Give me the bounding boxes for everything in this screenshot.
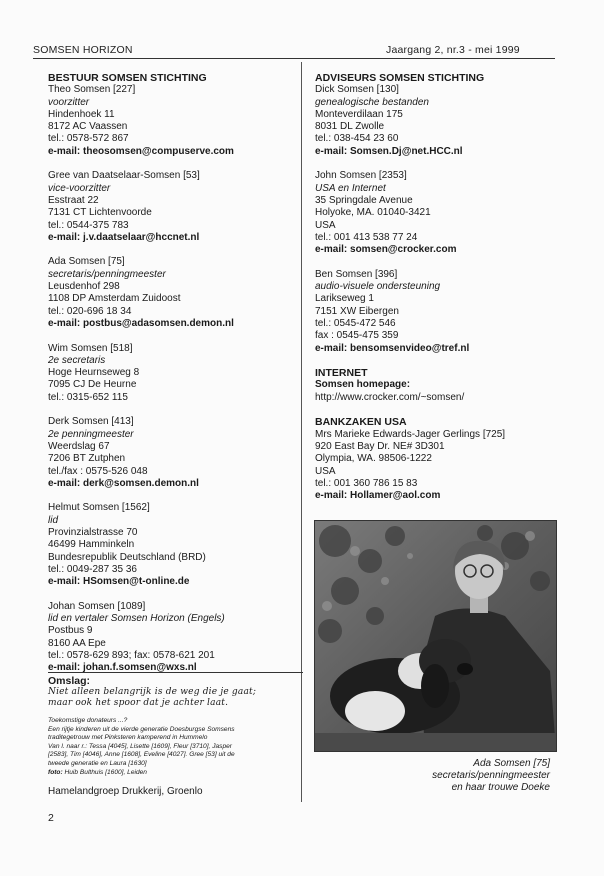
member-city: 46499 Hamminkeln — [48, 539, 135, 551]
advisor-country: USA — [315, 219, 336, 231]
member-email: e-mail: j.v.daatselaar@hccnet.nl — [48, 231, 200, 243]
advisor-ben — [315, 269, 560, 355]
member-country: Bundesrepublik Deutschland (BRD) — [48, 551, 206, 563]
member-phone: tel.: 0315-652 115 — [48, 391, 128, 403]
member-role: lid — [48, 514, 59, 526]
advisor-city: 8031 DL Zwolle — [315, 121, 385, 133]
member-role: secretaris/penningmeester — [48, 268, 166, 280]
advisor-street: 35 Springdale Avenue — [315, 194, 413, 206]
member-email: e-mail: postbus@adasomsen.demon.nl — [48, 317, 234, 329]
member-city: 7095 CJ De Heurne — [48, 379, 137, 391]
member-name: Johan Somsen [1089] — [48, 600, 146, 612]
member-phone: tel./fax : 0575-526 048 — [48, 465, 148, 477]
advisor-email: e-mail: bensomsenvideo@tref.nl — [315, 342, 470, 354]
member-city: 7206 BT Zutphen — [48, 453, 126, 465]
homepage-label: Somsen homepage: — [315, 379, 411, 391]
member-street: Hindenhoek 11 — [48, 108, 115, 120]
column-divider — [301, 62, 302, 802]
bank-street: 920 East Bay Dr. NE# 3D301 — [315, 440, 445, 452]
member-phone: tel.: 020-696 18 34 — [48, 305, 132, 317]
page-number: 2 — [48, 812, 54, 824]
advisor-name: Ben Somsen [396] — [315, 268, 398, 280]
member-phone: tel.: 0049-287 35 36 — [48, 563, 137, 575]
issue-info: Jaargang 2, nr.3 - mei 1999 — [386, 44, 520, 56]
caption-line-1: Ada Somsen [75] — [473, 758, 550, 769]
member-phone: tel.: 0578-572 867 — [48, 133, 129, 145]
member-email: e-mail: johan.f.somsen@wxs.nl — [48, 662, 197, 674]
running-header-title: SOMSEN HORIZON — [33, 44, 133, 56]
cover-caption-line: tweede generatie en Laura [1630] — [48, 759, 147, 767]
member-role: 2e secretaris — [48, 354, 106, 366]
photo-credit — [48, 769, 298, 778]
caption-line-2: secretaris/penningmeester — [432, 770, 550, 781]
advisor-fax: fax : 0545-475 359 — [315, 330, 399, 342]
member-phone: tel.: 0544-375 783 — [48, 219, 129, 231]
advisor-street: Larikseweg 1 — [315, 293, 374, 305]
member-street: Hoge Heurnseweg 8 — [48, 367, 140, 379]
advisors-heading: ADVISEURS SOMSEN STICHTING — [315, 72, 485, 84]
member-street: Weerdslag 67 — [48, 440, 110, 452]
member-name: Derk Somsen [413] — [48, 416, 134, 428]
advisor-role: audio-visuele ondersteuning — [315, 281, 441, 293]
member-email: e-mail: HSomsen@t-online.de — [48, 576, 190, 588]
member-wim — [48, 343, 298, 404]
advisor-city: 7151 XW Eibergen — [315, 305, 399, 317]
bank-heading: BANKZAKEN USA — [315, 416, 407, 429]
bank-email: e-mail: Hollamer@aol.com — [315, 490, 441, 502]
member-city: 8160 AA Epe — [48, 637, 106, 649]
bank-phone: tel.: 001 360 786 15 83 — [315, 477, 418, 489]
advisor-role: genealogische bestanden — [315, 96, 429, 108]
member-helmut — [48, 502, 298, 588]
member-email: e-mail: derk@somsen.demon.nl — [48, 477, 199, 489]
member-role: voorzitter — [48, 96, 90, 108]
bank-name: Mrs Marieke Edwards-Jager Gerlings [725] — [315, 428, 506, 440]
member-street: Esstraat 22 — [48, 194, 99, 206]
member-street: Provinzialstrasse 70 — [48, 526, 138, 538]
member-phone: tel.: 0578-629 893; fax: 0578-621 201 — [48, 649, 215, 661]
caption-line-3: en haar trouwe Doeke — [451, 782, 550, 793]
advisor-phone: tel.: 038-454 23 60 — [315, 133, 399, 145]
member-name: Theo Somsen [227] — [48, 84, 136, 96]
bank-country: USA — [315, 465, 336, 477]
member-role: lid en vertaler Somsen Horizon (Engels) — [48, 613, 225, 625]
header-divider — [33, 58, 555, 59]
advisor-name: Dick Somsen [130] — [315, 84, 399, 96]
advisor-email: e-mail: somsen@crocker.com — [315, 244, 457, 256]
advisor-name: John Somsen [2353] — [315, 170, 407, 182]
handwritten-quote-line-2: maar ook het spoor dat je achter laat. — [48, 698, 229, 708]
member-name: Ada Somsen [75] — [48, 256, 125, 268]
member-city: 8172 AC Vaassen — [48, 121, 128, 133]
member-street: Postbus 9 — [48, 625, 93, 637]
cover-caption-line: Toekomstige donateurs ...? — [48, 717, 128, 724]
handwritten-quote-line-1: Niet alleen belangrijk is de weg die je gaat; — [48, 687, 257, 697]
cover-caption-line: [2583], Tim [4046], Anne [1608], Eveline [4027]. Gree [53] uit de — [48, 751, 235, 759]
advisor-email: e-mail: Somsen.Dj@net.HCC.nl — [315, 145, 463, 157]
cover-caption-line: Een rijtje kinderen uit de vierde generatie Doesburgse Somsens — [48, 725, 235, 733]
internet-heading: INTERNET — [315, 367, 368, 380]
advisor-phone: tel.: 001 413 538 77 24 — [315, 231, 418, 243]
member-city: 7131 CT Lichtenvoorde — [48, 207, 152, 219]
advisor-phone: tel.: 0545-472 546 — [315, 317, 396, 329]
cover-caption-line: Van l. naar r.: Tessa [4045], Lisette [1609], Fleur [3710], Jasper — [48, 742, 232, 750]
member-name: Helmut Somsen [1562] — [48, 502, 150, 514]
photo-illustration — [315, 521, 556, 751]
omslag-divider — [48, 672, 303, 673]
homepage-url[interactable]: http://www.crocker.com/~somsen/ — [315, 391, 465, 403]
member-ada — [48, 256, 298, 330]
photo-caption — [380, 758, 550, 794]
board-column — [48, 72, 298, 675]
cover-caption-line: traditegetrouw met Pinksteren kamperend in Hummelo — [48, 734, 208, 742]
member-theo — [48, 84, 298, 158]
photo-credit-text: Huib Bulthuis [1600], Leiden — [62, 768, 147, 776]
member-street: Leusdenhof 298 — [48, 281, 120, 293]
cover-notes — [48, 675, 298, 777]
member-name: Wim Somsen [518] — [48, 342, 133, 354]
photo-credit-label: foto: — [48, 768, 63, 776]
member-johan — [48, 601, 298, 675]
advisor-street: Monteverdilaan 175 — [315, 108, 403, 120]
member-city: 1108 DP Amsterdam Zuidoost — [48, 293, 181, 305]
portrait-photo — [314, 520, 557, 752]
advisor-dick — [315, 84, 560, 158]
advisor-role: USA en Internet — [315, 182, 386, 194]
member-name: Gree van Daatselaar-Somsen [53] — [48, 170, 200, 182]
advisors-column — [315, 72, 560, 502]
member-role: 2e penningmeester — [48, 428, 134, 440]
board-heading: BESTUUR SOMSEN STICHTING — [48, 72, 207, 84]
member-role: vice-voorzitter — [48, 182, 111, 194]
member-gree — [48, 170, 298, 244]
cover-caption — [48, 717, 298, 777]
omslag-heading: Omslag: — [48, 675, 91, 687]
advisor-city: Holyoke, MA. 01040-3421 — [315, 207, 431, 219]
bank-city: Olympia, WA. 98506-1222 — [315, 453, 432, 465]
printer-credit: Hamelandgroep Drukkerij, Groenlo — [48, 786, 203, 797]
member-email: e-mail: theosomsen@compuserve.com — [48, 145, 234, 157]
member-derk — [48, 416, 298, 490]
advisor-john — [315, 170, 560, 256]
